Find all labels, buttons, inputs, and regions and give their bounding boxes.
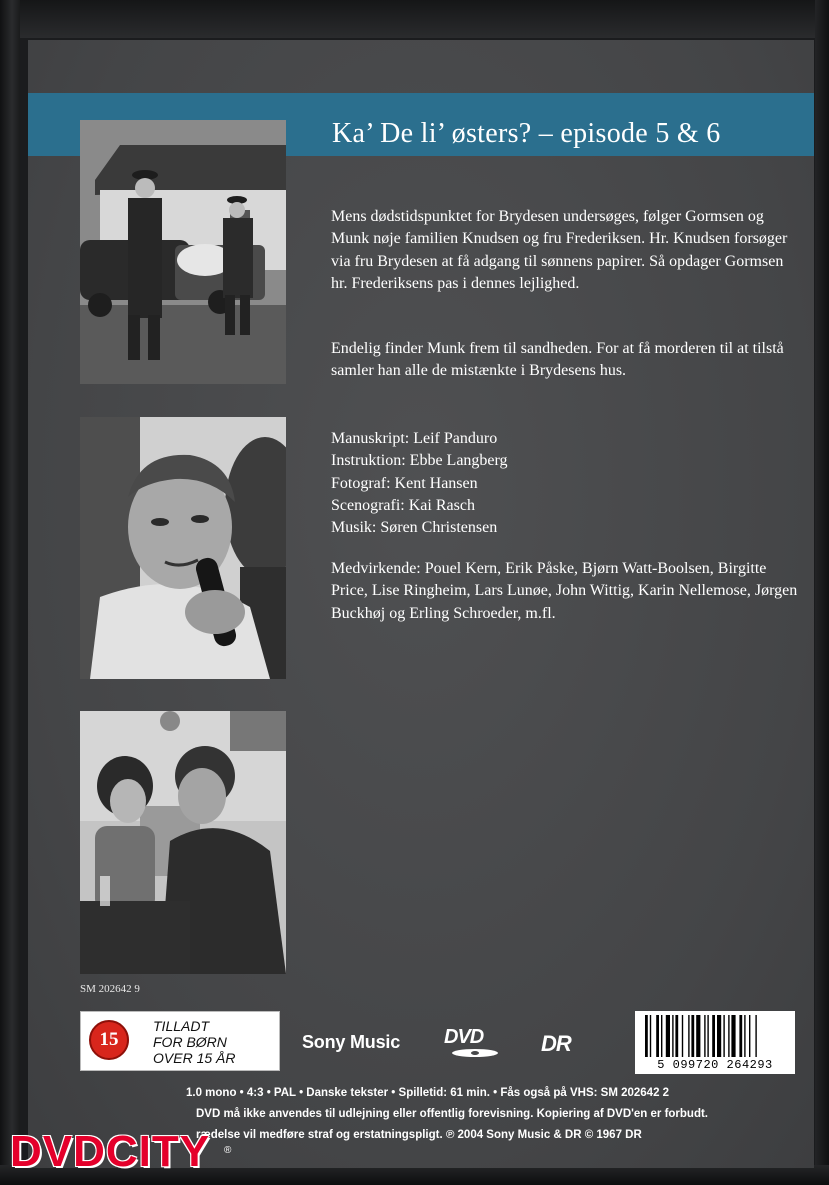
credit-music: Musik: Søren Christensen	[331, 519, 498, 537]
dvd-disc-icon	[452, 1049, 498, 1057]
rating-line-3: OVER 15 ÅR	[153, 1050, 236, 1066]
catalog-number: SM 202642 9	[80, 983, 140, 995]
synopsis-paragraph-2: Endelig finder Munk frem til sandheden. For at få morderen til at tilstå samler han alle de mistænkte i Brydesens hus.	[331, 340, 784, 380]
legal-line-1: DVD må ikke anvendes til udlejning eller offentlig forevisning. Kopiering af DVD'en er forbudt.	[196, 1108, 709, 1120]
case-top-edge	[0, 0, 829, 38]
registered-mark: ®	[224, 1145, 232, 1156]
cast-list: Medvirkende: Pouel Kern, Erik Påske, Bjørn Watt-Boolsen, Birgitte Price, Lise Ringheim, Lars Lunøe, John Wittig, Karin Nellemose, Jørgen Buckhøj og Erling Schroeder, m.fl.	[331, 560, 798, 622]
still-photo-telephone	[80, 417, 286, 679]
age-rating-text	[153, 1018, 273, 1066]
still-photo-police	[80, 120, 286, 384]
credit-set-design: Scenografi: Kai Rasch	[331, 496, 475, 514]
age-rating-box	[80, 1011, 280, 1071]
rating-line-2: FOR BØRN	[153, 1034, 227, 1050]
tech-specs-line: 1.0 mono • 4:3 • PAL • Danske tekster • Spilletid: 61 min. • Fås også på VHS: SM 202642 2	[186, 1087, 670, 1099]
credits-list	[331, 428, 801, 539]
barcode-number: 5 099720 264293	[657, 1058, 773, 1072]
dvdcity-watermark: DVDCITY	[10, 1127, 211, 1176]
age-rating-badge: 15	[89, 1020, 129, 1060]
still-photo-conversation	[80, 711, 286, 974]
rating-line-1: TILLADT	[153, 1018, 210, 1034]
synopsis-paragraph-1: Mens dødstidspunktet for Brydesen undersøges, følger Gormsen og Munk nøje familien Knudsen og fru Frederiksen. Hr. Knudsen forsøger via fru Brydesen at få adgang til sønnens papirer. Så opdager Gormsen hr. Frederiksens pas i dennes lejlighed.	[331, 208, 788, 292]
sony-music-logo: Sony Music	[302, 1032, 401, 1052]
dvd-logo: DVD	[444, 1026, 484, 1048]
credit-writer: Manuskript: Leif Panduro	[331, 430, 498, 447]
cover-title: Ka’ De li’ østers? – episode 5 & 6	[332, 118, 721, 149]
case-left-edge	[0, 0, 20, 1185]
barcode-bars-icon	[645, 1015, 785, 1057]
legal-line-2: rædelse vil medføre straf og erstatningspligt. ℗ 2004 Sony Music & DR © 1967 DR	[196, 1129, 642, 1141]
credit-photographer: Fotograf: Kent Hansen	[331, 474, 478, 492]
case-right-edge	[815, 0, 829, 1185]
dr-logo: DR	[541, 1031, 571, 1056]
barcode	[635, 1011, 795, 1074]
credit-director: Instruktion: Ebbe Langberg	[331, 452, 508, 470]
